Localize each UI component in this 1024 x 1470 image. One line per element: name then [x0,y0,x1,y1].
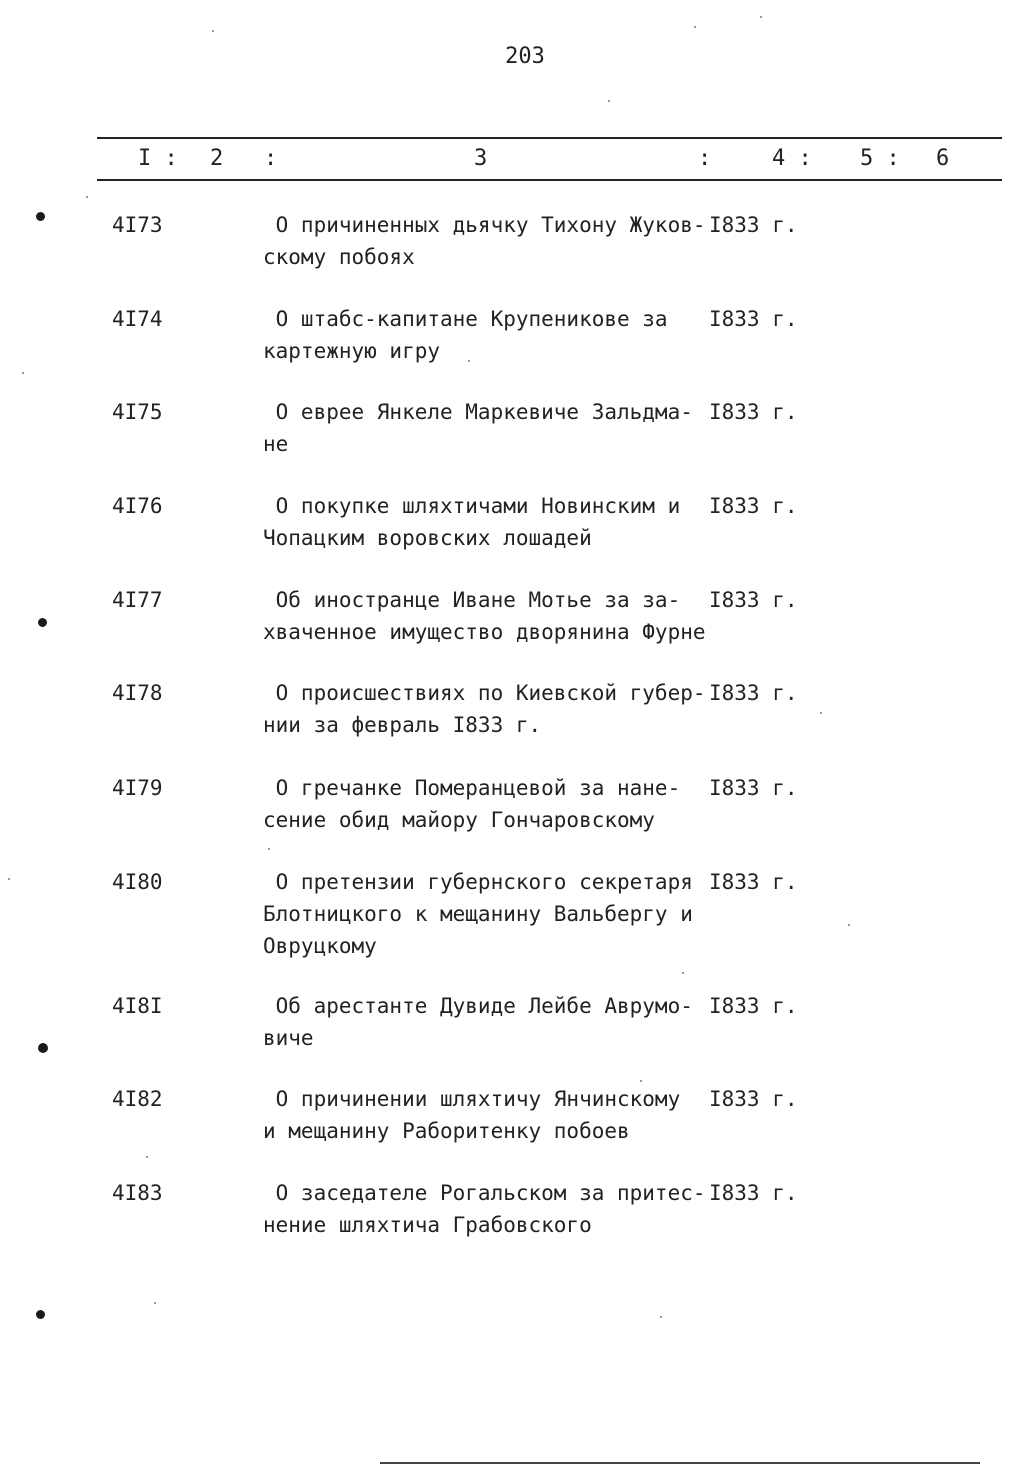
paper-speck [212,30,214,32]
column-header-5: 5 : [860,146,900,171]
entry-title: О претензии губернского секретаря Блотницкого к мещанину Вальбергу и Овруцкому [263,870,693,958]
header-rule-bottom [97,179,1002,181]
entry-year: I833 г. [709,213,798,237]
column-header-6: 6 [936,146,950,171]
entry-title: О причинении шляхтичу Янчинскому и мещанину Раборитенку побоев [263,1087,681,1143]
entry-number: 4I83 [112,1181,163,1205]
entry-year: I833 г. [709,494,798,518]
entry-number: 4I77 [112,588,163,612]
entry-year: I833 г. [709,1087,798,1111]
paper-speck [468,360,470,362]
entry-number: 4I74 [112,307,163,331]
entry-title: О штабс-капитане Крупеникове за картежную игру [263,307,668,363]
entry-number: 4I75 [112,400,163,424]
entry-number: 4I73 [112,213,163,237]
entry-number: 4I78 [112,681,163,705]
paper-speck [608,100,610,102]
entry-title: Об иностранце Иване Мотье за за- хваченное имущество дворянина Фурне [263,588,706,644]
entry-title: О происшествиях по Киевской губер- нии за февраль I833 г. [263,681,706,737]
paper-speck [848,924,850,926]
entry-title: О заседателе Рогальском за притес- нение шляхтича Грабовского [263,1181,706,1237]
column-header-1: I : [138,146,178,171]
binding-hole-mark [38,618,47,627]
entry-year: I833 г. [709,307,798,331]
entry-title: О причиненных дьячку Тихону Жуков- скому побоях [263,213,706,269]
entry-number: 4I8I [112,994,163,1018]
paper-speck [640,1080,642,1082]
binding-hole-mark [36,212,45,221]
paper-speck [268,848,270,850]
column-header-separator: : [264,146,278,171]
paper-speck [22,372,24,374]
column-header-2: 2 [210,146,224,171]
paper-speck [682,972,684,974]
paper-speck [146,1156,148,1158]
entry-year: I833 г. [709,400,798,424]
binding-hole-mark [38,1043,48,1053]
paper-speck [820,712,822,714]
binding-hole-mark [36,1310,45,1319]
column-header-3: 3 [474,146,488,171]
entry-number: 4I76 [112,494,163,518]
column-header-separator: : [698,146,712,171]
entry-number: 4I82 [112,1087,163,1111]
entry-number: 4I80 [112,870,163,894]
column-header-4: 4 : [772,146,812,171]
paper-speck [694,26,696,28]
entry-number: 4I79 [112,776,163,800]
header-rule-top [97,137,1002,139]
entry-title: О еврее Янкеле Маркевиче Зальдма- не [263,400,693,456]
page-foot-rule [380,1462,980,1464]
entry-year: I833 г. [709,1181,798,1205]
paper-speck [660,1316,662,1318]
entry-year: I833 г. [709,994,798,1018]
entry-title: О гречанке Померанцевой за нане- сение обид майору Гончаровскому [263,776,681,832]
entry-year: I833 г. [709,776,798,800]
paper-speck [154,1302,156,1304]
page-number: 203 [505,44,545,69]
entry-year: I833 г. [709,588,798,612]
paper-speck [8,878,10,880]
paper-speck [760,16,762,18]
entry-title: О покупке шляхтичами Новинским и Чопацким воровских лошадей [263,494,681,550]
entry-title: Об арестанте Дувиде Лейбе Аврумо- виче [263,994,693,1050]
entry-year: I833 г. [709,870,798,894]
entry-year: I833 г. [709,681,798,705]
paper-speck [86,196,88,198]
